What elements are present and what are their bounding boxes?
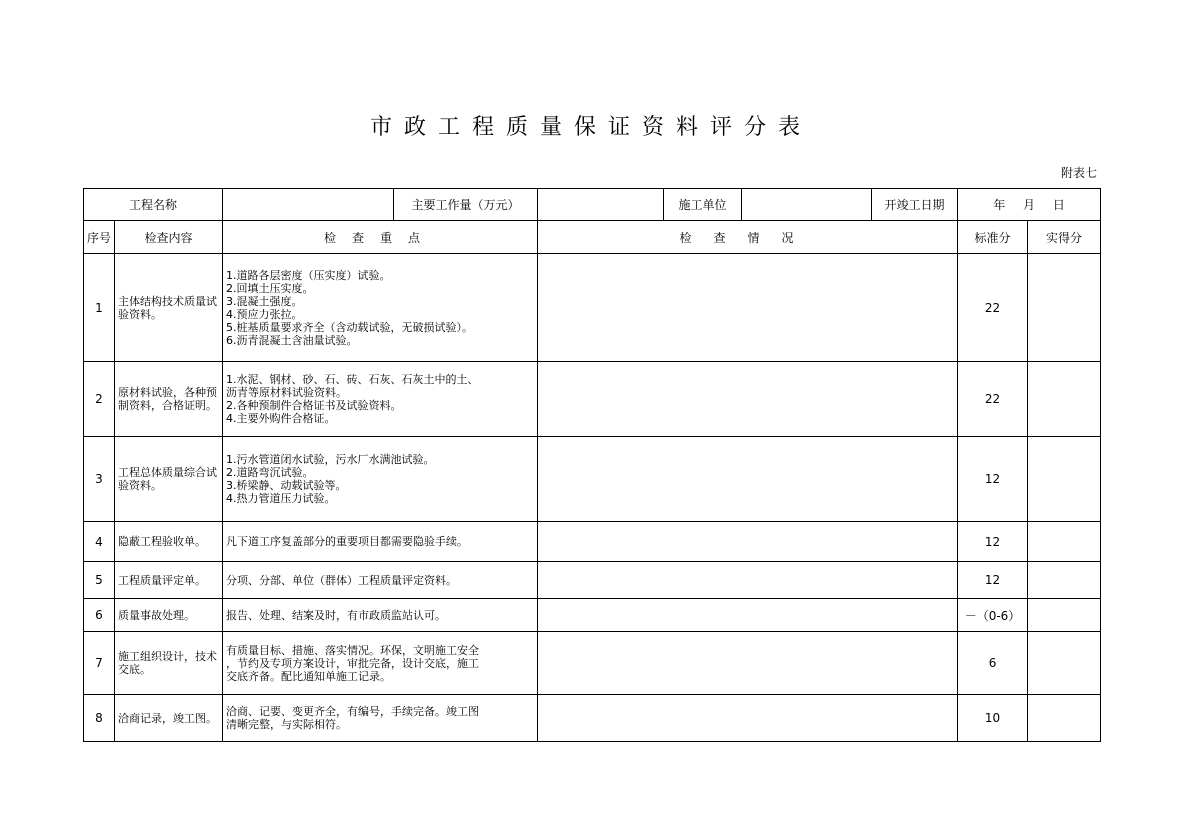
row-actual[interactable] — [1028, 362, 1101, 437]
row-standard: 12 — [958, 562, 1028, 599]
table-row — [84, 599, 1101, 632]
row-standard: 10 — [958, 695, 1028, 742]
row-situation[interactable] — [538, 254, 958, 362]
row-content: 质量事故处理。 — [115, 599, 223, 632]
row-points — [223, 522, 538, 562]
point-line: 2.回填土压实度。 — [226, 281, 314, 295]
point-line: 1.水泥、钢材、砂、石、砖、石灰、石灰土中的土、 — [226, 373, 479, 386]
row-actual[interactable] — [1028, 599, 1101, 632]
row-points — [223, 632, 538, 695]
header-actual: 实得分 — [1028, 221, 1101, 254]
header-seq: 序号 — [84, 221, 115, 254]
row-standard: 22 — [958, 362, 1028, 437]
row-points — [223, 562, 538, 599]
row-points — [223, 695, 538, 742]
dates-value[interactable]: 年 月 日 — [958, 189, 1101, 221]
score-table — [83, 188, 1101, 742]
point-line: 分项、分部、单位（群体）工程质量评定资料。 — [226, 573, 458, 587]
table-row — [84, 362, 1101, 437]
table-row — [84, 562, 1101, 599]
row-points — [223, 599, 538, 632]
row-standard: 12 — [958, 437, 1028, 522]
row-standard: 6 — [958, 632, 1028, 695]
header-standard: 标准分 — [958, 221, 1028, 254]
row-points — [223, 362, 538, 437]
point-line: 交底齐备。配比通知单施工记录。 — [226, 669, 392, 683]
contractor-value[interactable] — [742, 189, 872, 221]
point-line: 沥青等原材料试验资料。 — [226, 386, 348, 399]
header-row — [84, 221, 1101, 254]
row-standard: 22 — [958, 254, 1028, 362]
point-line: 2.道路弯沉试验。 — [226, 466, 314, 479]
row-actual[interactable] — [1028, 254, 1101, 362]
row-seq: 2 — [84, 362, 115, 437]
point-line: 4.预应力张拉。 — [226, 307, 303, 321]
row-content: 原材料试验，各种预制资料，合格证明。 — [115, 362, 223, 437]
table-row — [84, 695, 1101, 742]
row-seq: 6 — [84, 599, 115, 632]
row-content: 施工组织设计，技术交底。 — [115, 632, 223, 695]
point-line: 1.道路各层密度（压实度）试验。 — [226, 268, 391, 282]
point-line: 报告、处理、结案及时，有市政质监站认可。 — [226, 608, 447, 622]
row-situation[interactable] — [538, 522, 958, 562]
row-seq: 3 — [84, 437, 115, 522]
row-content: 洽商记录，竣工图。 — [115, 695, 223, 742]
point-line: 6.沥青混凝土含油量试验。 — [226, 333, 358, 347]
point-line: 凡下道工序复盖部分的重要项目都需要隐验手续。 — [226, 535, 469, 548]
row-points — [223, 437, 538, 522]
project-name-label: 工程名称 — [84, 189, 223, 221]
row-situation[interactable] — [538, 695, 958, 742]
project-name-value[interactable] — [223, 189, 394, 221]
point-line: 4.主要外购件合格证。 — [226, 412, 336, 425]
row-actual[interactable] — [1028, 632, 1101, 695]
row-content: 工程质量评定单。 — [115, 562, 223, 599]
table-row — [84, 632, 1101, 695]
point-line: 清晰完整，与实际相符。 — [226, 718, 348, 731]
row-content: 隐蔽工程验收单。 — [115, 522, 223, 562]
row-situation[interactable] — [538, 599, 958, 632]
row-content: 工程总体质量综合试验资料。 — [115, 437, 223, 522]
row-seq: 8 — [84, 695, 115, 742]
workload-value[interactable] — [538, 189, 664, 221]
row-standard: －（0-6） — [958, 599, 1028, 632]
dates-label: 开竣工日期 — [872, 189, 958, 221]
workload-label: 主要工作量（万元） — [394, 189, 538, 221]
point-line: 4.热力管道压力试验。 — [226, 492, 336, 505]
row-situation[interactable] — [538, 562, 958, 599]
row-actual[interactable] — [1028, 522, 1101, 562]
row-seq: 4 — [84, 522, 115, 562]
row-content: 主体结构技术质量试验资料。 — [115, 254, 223, 362]
page-title: 市政工程质量保证资料评分表 — [369, 115, 812, 140]
row-actual[interactable] — [1028, 562, 1101, 599]
point-line: 1.污水管道闭水试验，污水厂水满池试验。 — [226, 453, 435, 466]
header-situation: 检查情况 — [538, 221, 958, 254]
row-seq: 1 — [84, 254, 115, 362]
row-situation[interactable] — [538, 362, 958, 437]
table-row — [84, 437, 1101, 522]
appendix-label: 附表七 — [1060, 166, 1097, 180]
table-row — [84, 522, 1101, 562]
point-line: 有质量目标、措施、落实情况。环保，文明施工安全 — [226, 643, 480, 657]
row-actual[interactable] — [1028, 695, 1101, 742]
contractor-label: 施工单位 — [664, 189, 742, 221]
table-row — [84, 254, 1101, 362]
row-points — [223, 254, 538, 362]
row-seq: 5 — [84, 562, 115, 599]
row-actual[interactable] — [1028, 437, 1101, 522]
header-content: 检查内容 — [115, 221, 223, 254]
row-situation[interactable] — [538, 632, 958, 695]
row-seq: 7 — [84, 632, 115, 695]
row-situation[interactable] — [538, 437, 958, 522]
row-standard: 12 — [958, 522, 1028, 562]
point-line: 3.混凝土强度。 — [226, 294, 303, 308]
header-points: 检查重点 — [223, 221, 538, 254]
point-line: ，节约及专项方案设计，审批完备，设计交底，施工 — [226, 656, 480, 670]
point-line: 3.桥梁静、动载试验等。 — [226, 479, 347, 492]
point-line: 2.各种预制件合格证书及试验资料。 — [226, 399, 402, 412]
info-row — [84, 189, 1101, 221]
point-line: 洽商、记要、变更齐全，有编号，手续完备。竣工图 — [226, 705, 480, 718]
point-line: 5.桩基质量要求齐全（含动载试验，无破损试验）。 — [226, 320, 474, 334]
